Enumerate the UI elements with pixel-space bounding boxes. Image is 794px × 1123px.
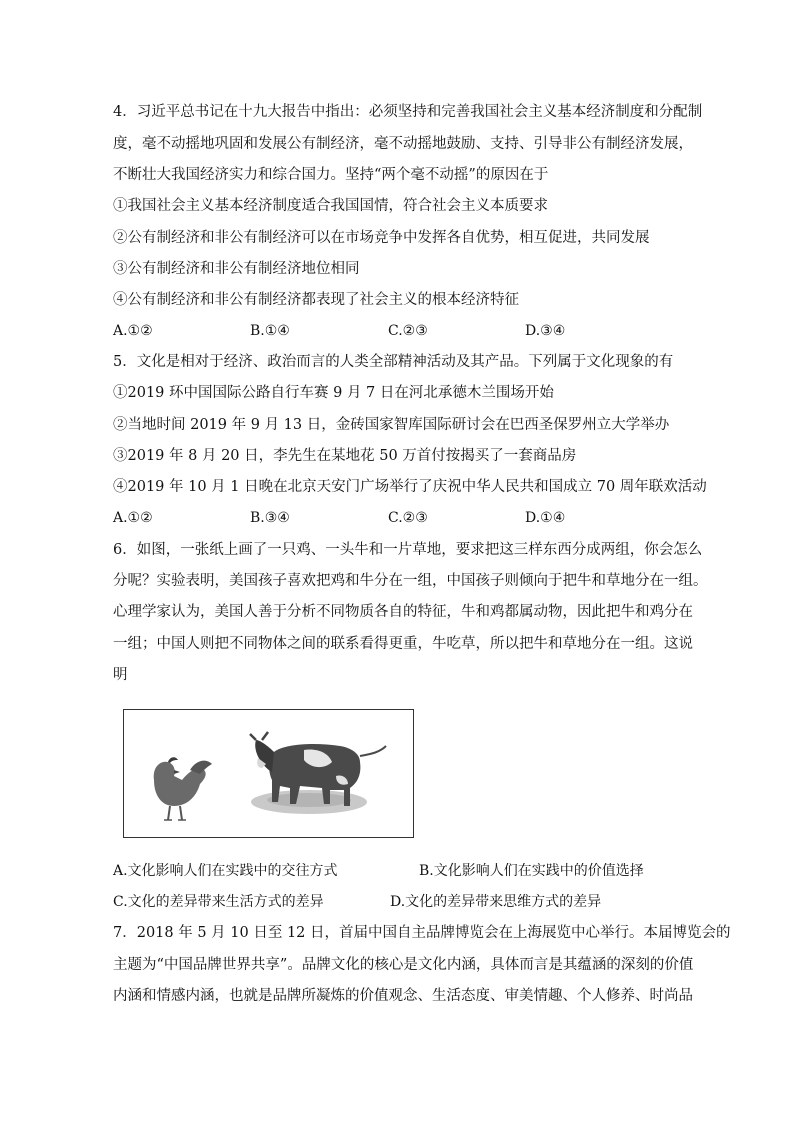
q5-statement-2: ②当地时间 2019 年 9 月 13 日，金砖国家智库国际研讨会在巴西圣保罗州立大学举办 [113, 417, 670, 433]
q5-statement-1: ①2019 环中国国际公路自行车赛 9 月 7 日在河北承德木兰围场开始 [113, 385, 554, 401]
q4-stem-line-2: 度，毫不动摇地巩固和发展公有制经济，毫不动摇地鼓励、支持、引导非公有制经济发展， [113, 136, 693, 152]
q5-statement-3: ③2019 年 8 月 20 日，李先生在某地花 50 万首付按揭买了一套商品房 [113, 448, 577, 464]
chicken-cow-figure [123, 709, 414, 838]
q4-option-c[interactable]: C.②③ [388, 323, 428, 339]
chicken-icon [154, 757, 212, 820]
q5-option-c[interactable]: C.②③ [388, 510, 428, 526]
q6-stem-line-4: 一组；中国人则把不同物体之间的联系看得更重，牛吃草，所以把牛和草地分在一组。这说 [113, 636, 693, 652]
q4-stem-line-1: 4．习近平总书记在十九大报告中指出：必须坚持和完善我国社会主义基本经济制度和分配制 [113, 104, 703, 120]
q7-stem-line-1: 7．2018 年 5 月 10 日至 12 日，首届中国自主品牌博览会在上海展览中心举行。本届博览会的 [113, 925, 731, 941]
q6-option-c[interactable]: C.文化的差异带来生活方式的差异 [113, 894, 324, 910]
q6-stem-line-3: 心理学家认为，美国人善于分析不同物质各自的特征，牛和鸡都属动物，因此把牛和鸡分在 [113, 604, 693, 620]
q4-statement-3: ③公有制经济和非公有制经济地位相同 [113, 261, 360, 277]
q4-option-b[interactable]: B.①④ [250, 323, 290, 339]
q7-stem-line-3: 内涵和情感内涵，也就是品牌所凝炼的价值观念、生活态度、审美情趣、个人修养、时尚品 [113, 988, 693, 1004]
q4-stem-line-3: 不断壮大我国经济实力和综合国力。坚持“两个毫不动摇”的原因在于 [113, 167, 549, 183]
q7-stem-line-2: 主题为“中国品牌世界共享”。品牌文化的核心是文化内涵，具体而言是其蕴涵的深刻的价值 [113, 957, 694, 973]
q4-option-a[interactable]: A.①② [113, 323, 153, 339]
q6-option-a[interactable]: A.文化影响人们在实践中的交往方式 [113, 863, 338, 879]
q4-statement-1: ①我国社会主义基本经济制度适合我国国情，符合社会主义本质要求 [113, 198, 548, 214]
q4-statement-4: ④公有制经济和非公有制经济都表现了社会主义的根本经济特征 [113, 292, 519, 308]
q5-stem: 5．文化是相对于经济、政治而言的人类全部精神活动及其产品。下列属于文化现象的有 [113, 354, 674, 370]
q6-option-d[interactable]: D.文化的差异带来思维方式的差异 [390, 894, 602, 910]
q6-stem-line-1: 6．如图，一张纸上画了一只鸡、一头牛和一片草地，要求把这三样东西分成两组，你会怎么 [113, 542, 703, 558]
q6-stem-line-5: 明 [113, 667, 128, 683]
q5-option-b[interactable]: B.③④ [250, 510, 290, 526]
q5-option-d[interactable]: D.①④ [525, 510, 566, 526]
q5-option-a[interactable]: A.①② [113, 510, 153, 526]
q6-stem-line-2: 分呢？实验表明，美国孩子喜欢把鸡和牛分在一组，中国孩子则倾向于把牛和草地分在一组。 [113, 573, 708, 589]
q4-statement-2: ②公有制经济和非公有制经济可以在市场竞争中发挥各自优势，相互促进，共同发展 [113, 230, 650, 246]
q5-statement-4: ④2019 年 10 月 1 日晚在北京天安门广场举行了庆祝中华人民共和国成立 70 周年联欢活动 [113, 479, 707, 495]
q6-option-b[interactable]: B.文化影响人们在实践中的价值选择 [419, 863, 644, 879]
q4-option-d[interactable]: D.③④ [525, 323, 566, 339]
